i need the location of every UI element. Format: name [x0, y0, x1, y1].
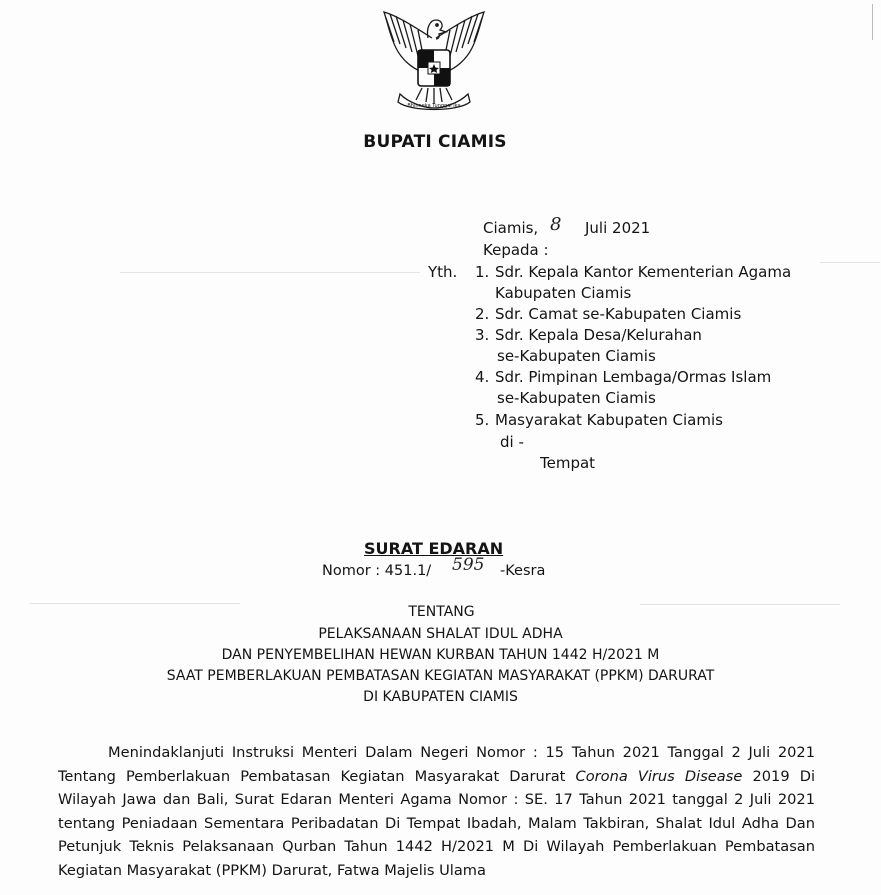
to-label: Kepada :: [483, 241, 549, 259]
di-label: di -: [500, 433, 524, 451]
subject-line: SAAT PEMBERLAKUAN PEMBATASAN KEGIATAN MASYARAKAT (PPKM) DARURAT: [166, 668, 715, 684]
scan-edge-line: [872, 4, 873, 40]
recipient-line: Sdr. Kepala Kantor Kementerian Agama: [495, 263, 792, 281]
recipient-number: 5.: [475, 411, 490, 429]
circular-title: SURAT EDARAN: [364, 539, 504, 558]
recipient-line: Sdr. Pimpinan Lembaga/Ormas Islam: [495, 368, 772, 386]
recipient-number: 4.: [475, 368, 490, 386]
recipient-line: Masyarakat Kabupaten Ciamis: [495, 411, 723, 429]
recipient-line: Sdr. Kepala Desa/Kelurahan: [495, 326, 702, 344]
body-italic-text: Corona Virus Disease: [575, 767, 743, 785]
recipient-number: 1.: [475, 263, 490, 281]
subject-line: DAN PENYEMBELIHAN HEWAN KURBAN TAHUN 1442 H/2021 M: [221, 647, 660, 663]
circular-number-handwritten: 595: [452, 555, 485, 575]
recipient-line: se-Kabupaten Ciamis: [497, 389, 656, 407]
circular-number-prefix: Nomor : 451.1/: [322, 563, 432, 579]
handwritten-day: 8: [550, 214, 562, 235]
yth-label: Yth.: [428, 263, 458, 281]
scan-artifact-line: [120, 272, 420, 273]
recipient-line: Sdr. Camat se-Kabupaten Ciamis: [495, 305, 742, 323]
body-paragraph: [58, 741, 815, 883]
date-month-year: Juli 2021: [585, 219, 651, 237]
emblem-motto: Bhinneka Tunggal Ika: [407, 103, 461, 109]
recipient-number: 3.: [475, 326, 490, 344]
circular-number-suffix: -Kesra: [500, 563, 546, 579]
subject-line: PELAKSANAAN SHALAT IDUL ADHA: [318, 626, 563, 642]
issuer-title: BUPATI CIAMIS: [363, 132, 507, 152]
place-name: Ciamis,: [483, 219, 539, 237]
about-label: TENTANG: [408, 604, 475, 620]
recipient-line: Kabupaten Ciamis: [495, 284, 632, 302]
body-text: Menindaklanjuti Instruksi Menteri Dalam Negeri Nomor : 15 Tahun 2021 Tanggal 2 Juli 2021 Tentang Pemberlakuan Pembatasan Kegiatan Masyarakat Darurat: [58, 744, 815, 785]
garuda-emblem-icon: [376, 8, 492, 114]
recipient-line: se-Kabupaten Ciamis: [497, 347, 656, 365]
tempat-label: Tempat: [540, 454, 596, 472]
body-text: 2019 Di Wilayah Jawa dan Bali, Surat Edaran Menteri Agama Nomor : SE. 17 Tahun 2021 tanggal 2 Juli 2021 tentang Peniadaan Sementara Peribadatan Di Tempat Ibadah, Malam Takbiran, Shalat Idul Adha Dan Petunjuk Teknis Pelaksanaan Qurban Tahun 1442 H/2021 M Di Wilayah Pemberlakuan Pembatasan Kegiatan Masyarakat (PPKM) Darurat, Fatwa Majelis Ulama: [58, 767, 816, 879]
recipient-number: 2.: [475, 305, 490, 323]
scan-artifact-line: [820, 262, 880, 263]
subject-line: DI KABUPATEN CIAMIS: [363, 689, 518, 705]
